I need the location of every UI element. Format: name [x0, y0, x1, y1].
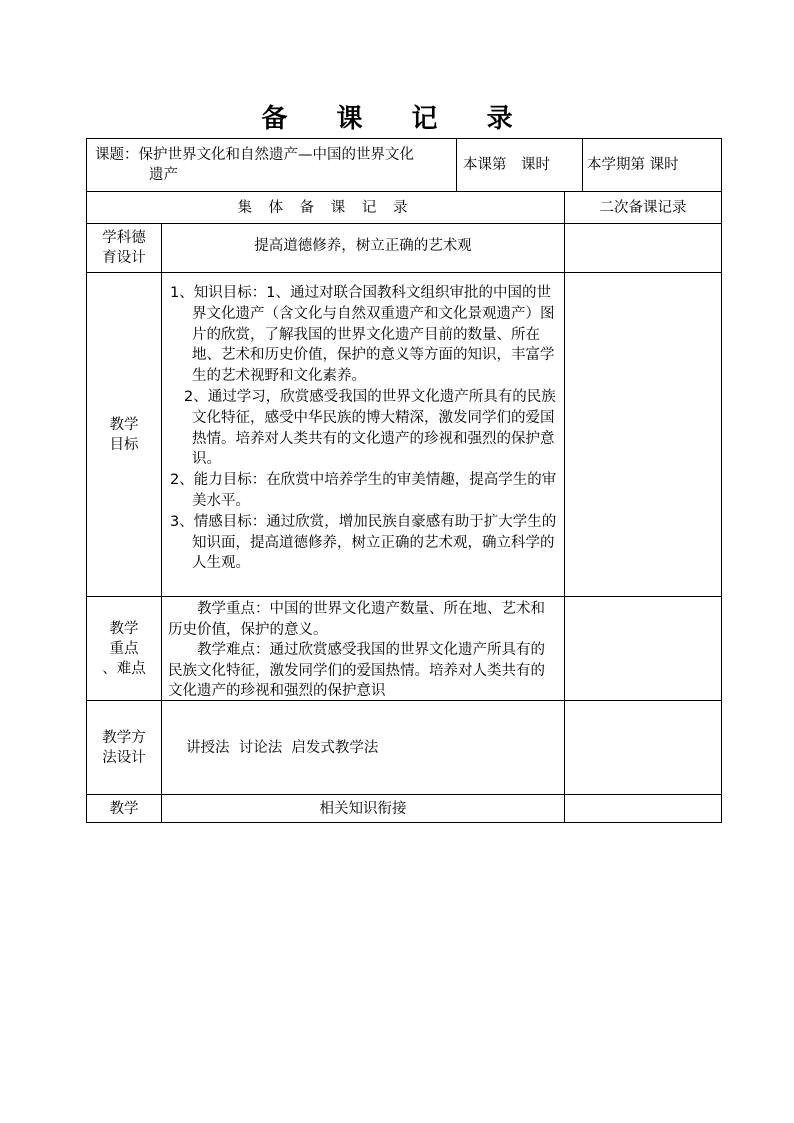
method-label-1: 教学方 [102, 729, 146, 746]
lesson-number: 本课第 课时 [463, 157, 550, 173]
moral-label-cell [86, 224, 162, 273]
collective-header-label: 集 体 备 课 记 录 [237, 199, 414, 216]
moral-label-1: 学科德 [102, 230, 146, 246]
topic-line-2: 遗产 [149, 167, 178, 183]
method-second-cell [565, 701, 722, 795]
moral-second-cell [565, 224, 722, 273]
page-title: 备 课 记 录 [261, 104, 533, 134]
keypoints-second-cell [565, 597, 722, 701]
topic-cell [86, 138, 457, 192]
process-label-cell [86, 795, 162, 823]
lesson-number-cell [457, 138, 583, 192]
process-label: 教学 [109, 800, 139, 817]
goals-content-cell [162, 273, 565, 597]
term-number-cell [583, 138, 722, 192]
teaching-focus: 教学重点：中国的世界文化遗产数量、所在地、艺术和历史价值，保护的意义。 [168, 601, 545, 638]
moral-content: 提高道德修养，树立正确的艺术观 [254, 238, 472, 254]
keypoints-label-cell [86, 597, 162, 701]
keypoints-label-1: 教学 [109, 620, 139, 637]
process-second-cell [565, 795, 722, 823]
goals-label-2: 目标 [109, 436, 139, 453]
method-content: 讲授法 讨论法 启发式教学法 [186, 739, 379, 756]
collective-header [86, 192, 565, 224]
goals-second-cell [565, 273, 722, 597]
goals-label-cell [86, 273, 162, 597]
method-content-cell [162, 701, 565, 795]
process-content: 相关知识衔接 [319, 800, 407, 817]
goal-emotion: 3、情感目标：通过欣赏，增加民族自豪感有助于扩大学生的知识面，提高道德修养，树立正确的艺术观，确立科学的人生观。 [170, 513, 557, 572]
teaching-difficulty: 教学难点：通过欣赏感受我国的世界文化遗产所具有的民族文化特征，激发同学们的爱国热情。培养对人类共有的文化遗产的珍视和强烈的保护意识 [168, 642, 545, 699]
moral-content-cell [162, 224, 565, 273]
goal-knowledge: 1、知识目标：1、通过对联合国教科文组织审批的中国的世界文化遗产（含文化与自然双重遗产和文化景观遗产）图片的欣赏，了解我国的世界文化遗产目前的数量、所在地、艺术和历史价值，保护的意义等方面的知识，丰富学生的艺术视野和文化素养。 [170, 285, 555, 385]
topic-line-1: 课题：保护世界文化和自然遗产—中国的世界文化 [95, 147, 414, 163]
second-header-label: 二次备课记录 [599, 199, 687, 216]
goals-label-1: 教学 [109, 416, 139, 433]
keypoints-label-3: 、难点 [102, 660, 146, 677]
keypoints-label-2: 重点 [109, 640, 139, 657]
method-label-cell [86, 701, 162, 795]
method-label-2: 法设计 [102, 749, 146, 766]
keypoints-content-cell [162, 597, 565, 701]
goal-ability: 2、能力目标：在欣赏中培养学生的审美情趣，提高学生的审美水平。 [170, 472, 557, 509]
process-content-cell [162, 795, 565, 823]
moral-label-2: 育设计 [102, 250, 146, 266]
goal-knowledge-2: 2、通过学习，欣赏感受我国的世界文化遗产所具有的民族文化特征，感受中华民族的博大精深，激发同学们的爱国热情。培养对人类共有的文化遗产的珍视和强烈的保护意识。 [184, 388, 556, 468]
term-number: 本学期第 课时 [587, 157, 679, 173]
second-header [565, 192, 722, 224]
